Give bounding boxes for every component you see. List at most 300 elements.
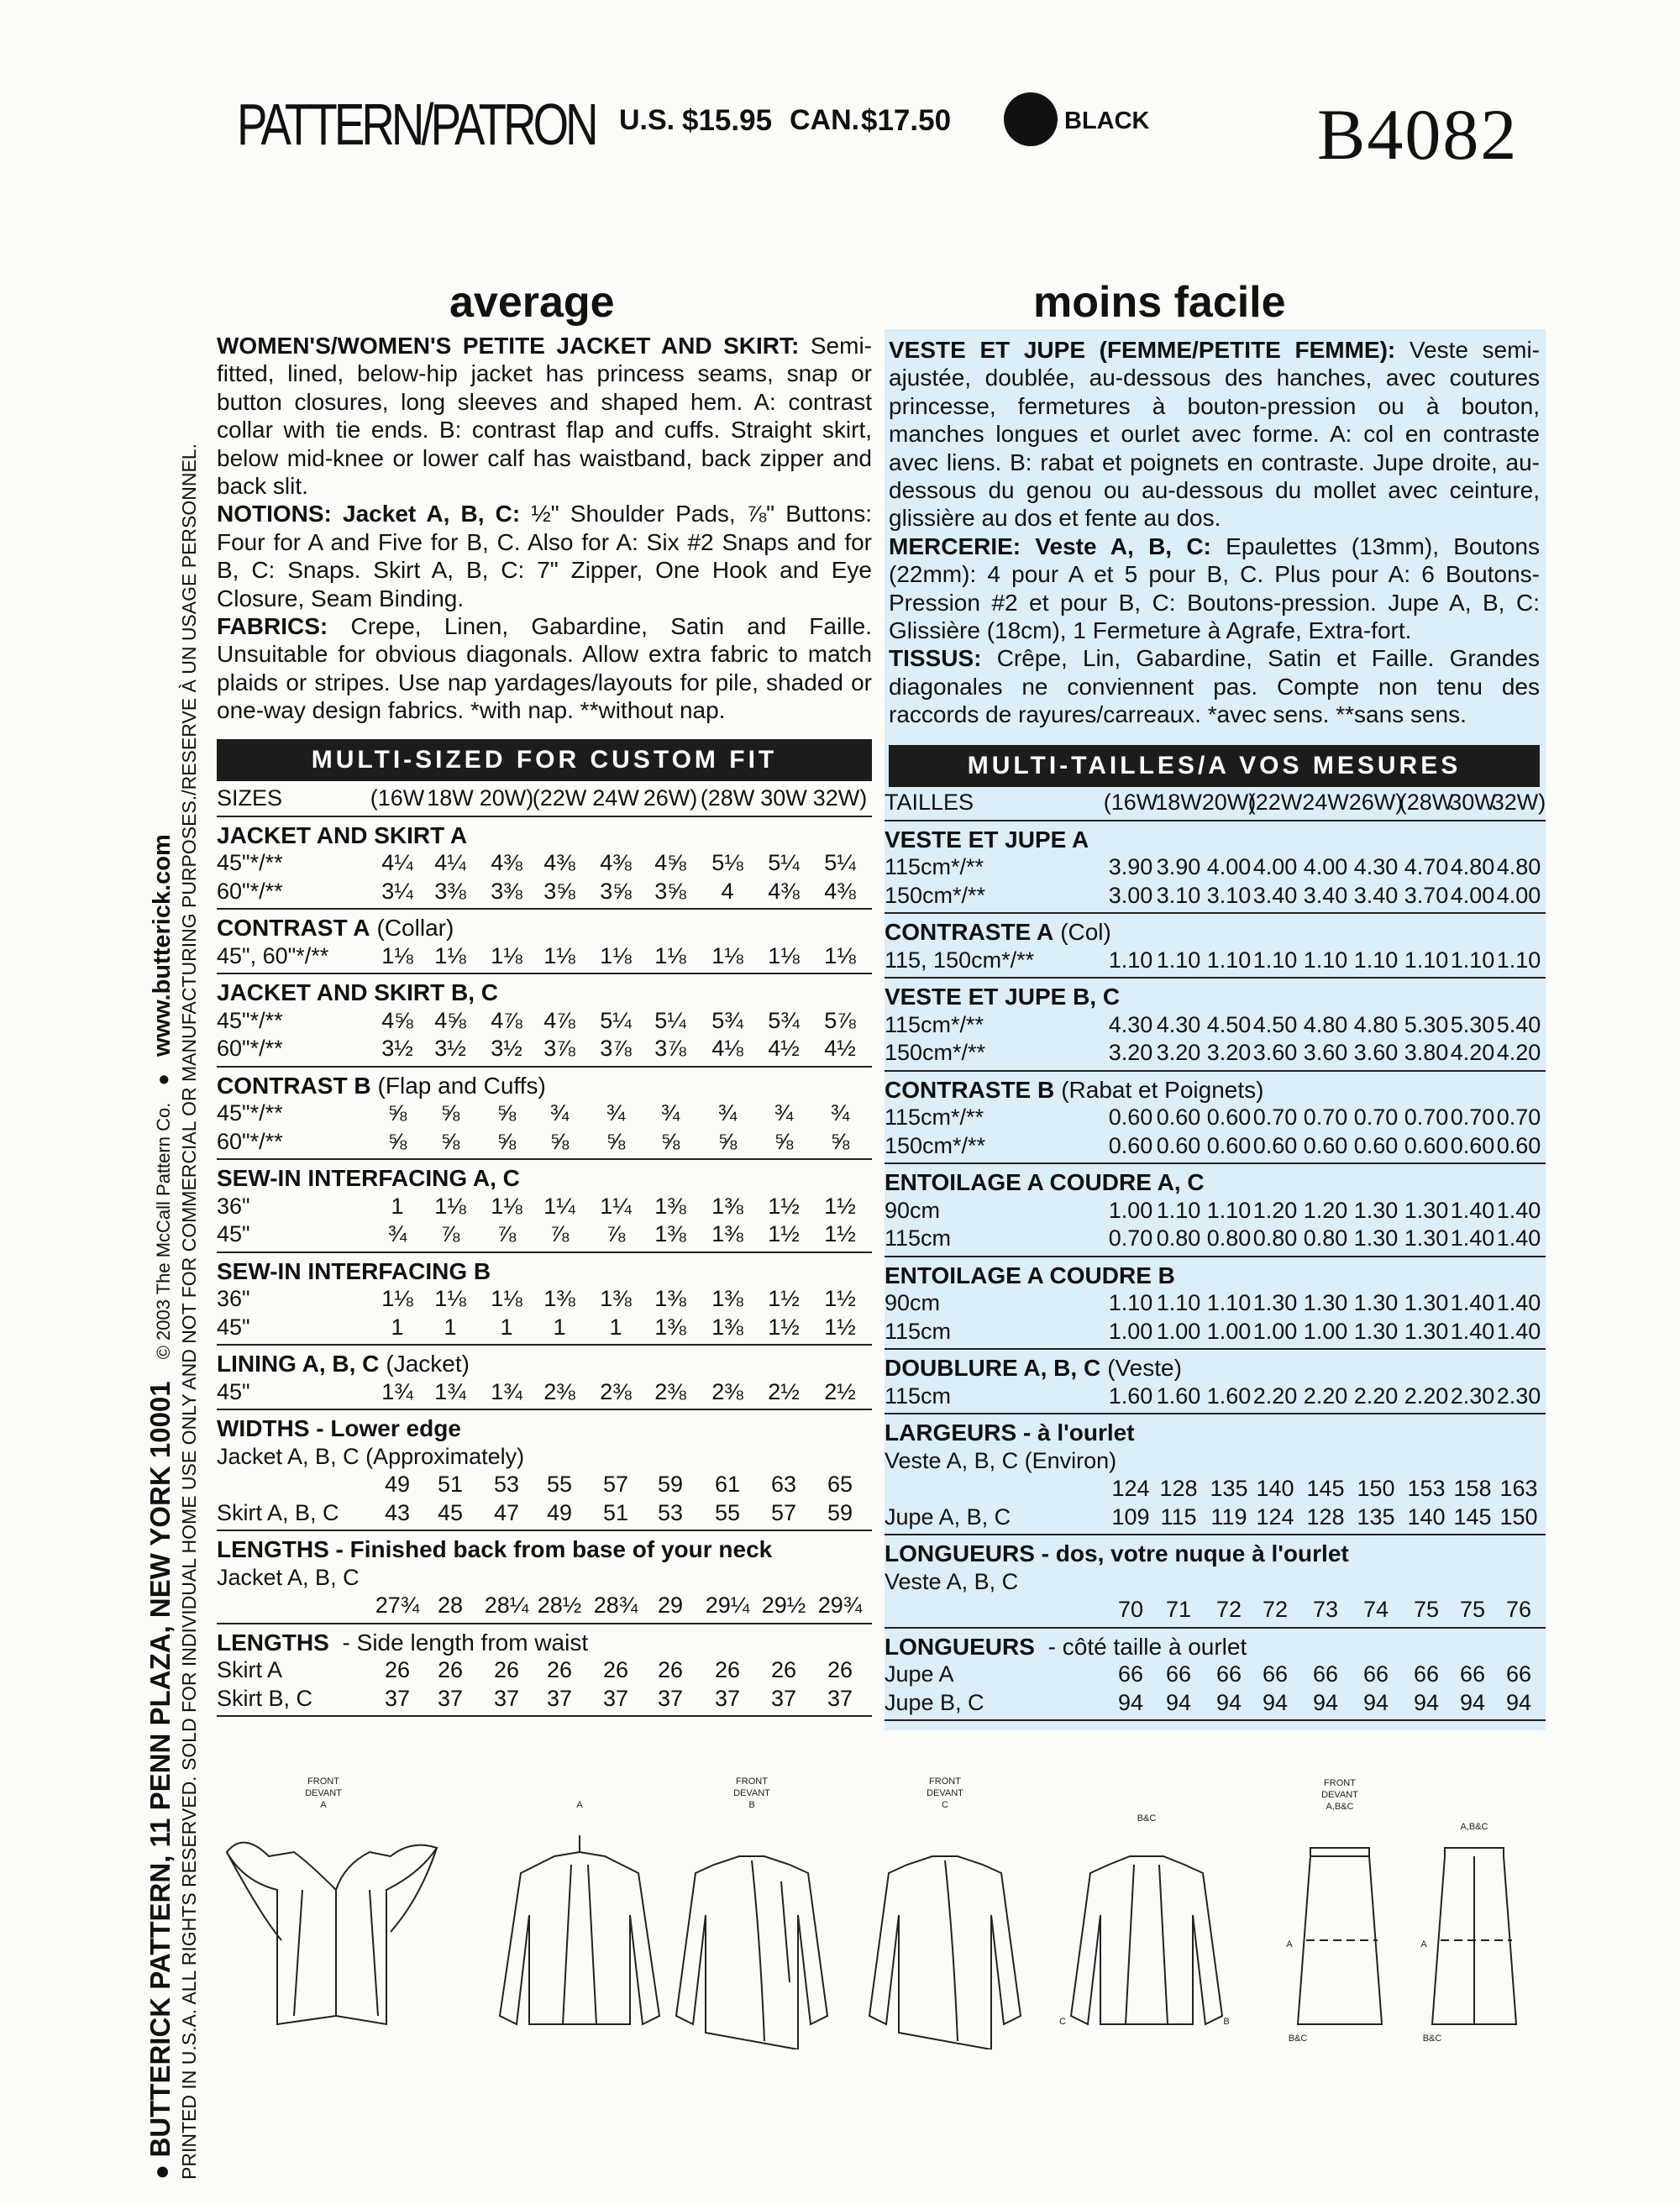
doublure-row	[885, 1383, 1546, 1412]
widths-first-row-value: 55	[546, 1472, 573, 1497]
entoilage_b-row	[885, 1319, 1546, 1347]
jacket_bc-row-value: 3½	[434, 1036, 466, 1061]
jacket_a-row-value: 3⅜	[491, 878, 522, 904]
largeurs-second-row-value: 135	[1357, 1503, 1395, 1530]
copyright: © 2003 The McCall Pattern Co.	[153, 1102, 174, 1360]
veste_a-row-value: 3.40	[1353, 882, 1399, 908]
widths-divider	[217, 1530, 872, 1531]
veste_bc-row-value: 4.50	[1252, 1011, 1298, 1037]
jacket_a-row	[217, 879, 872, 907]
longueurs_cote-row-value: 66	[1505, 1661, 1532, 1687]
lengths_back-first-row-value: 27¾	[375, 1593, 420, 1618]
illo-label-a: A	[320, 1800, 327, 1810]
contrast_a-row-value: 1⅛	[711, 942, 743, 968]
interfacing_b-row-value: 1½	[824, 1286, 856, 1311]
longueurs_dos-first-row-value: 74	[1362, 1597, 1389, 1622]
interfacing_b-title: SEW-IN INTERFACING B	[217, 1257, 491, 1284]
entoilage_b-row-value: 1.10	[1156, 1290, 1201, 1315]
contrast_a-row-value: 1⅛	[434, 942, 466, 968]
veste_bc-row-value: 3.80	[1404, 1040, 1449, 1065]
lengths_back-first-row-value: 29¼	[705, 1593, 750, 1618]
contrast_b-row-value: ¾	[774, 1100, 794, 1126]
illo-skirt-a-marker-back: A	[1420, 1939, 1427, 1949]
entoilage_b-row-value: 1.40	[1496, 1290, 1541, 1315]
company-address: BUTTERICK PATTERN, 11 PENN PLAZA, NEW YORK 10001	[144, 1381, 176, 2158]
jacket_bc-row-value: 4⅝	[434, 1007, 466, 1033]
contraste_a-row-value: 1.10	[1404, 947, 1449, 973]
largeurs-first-row	[885, 1476, 1546, 1504]
entoilage_ac-divider	[885, 1256, 1546, 1257]
largeurs-first-row-value: 153	[1407, 1476, 1446, 1501]
interfacing_b-divider	[217, 1344, 872, 1346]
veste_bc-row-value: 3.60	[1353, 1040, 1399, 1065]
entoilage_b-row-value: 1.00	[1252, 1318, 1298, 1344]
entoilage_ac-row-value: 1.40	[1496, 1197, 1541, 1223]
widths-second-row-value: 51	[602, 1499, 629, 1525]
lengths_side-row-value: 26	[384, 1657, 411, 1682]
longueurs_cote-row-value: 94	[1262, 1689, 1289, 1715]
sizes-row-value: 18W	[1155, 790, 1202, 815]
sizes-row-label: SIZES	[217, 785, 283, 811]
contrast_b-row	[217, 1100, 872, 1129]
entoilage_ac-row-value: 0.80	[1206, 1225, 1252, 1251]
contrast_b-row-value: ⅝	[440, 1100, 460, 1126]
contrast_a-row-value: 1⅛	[600, 942, 632, 968]
interfacing_b-row-value: 1½	[768, 1314, 800, 1340]
largeurs-first-row-value: 163	[1499, 1476, 1538, 1501]
doublure-row-value: 2.20	[1252, 1383, 1298, 1409]
largeurs-second-row-value: 140	[1407, 1503, 1446, 1530]
interfacing_b-row-value: 1	[500, 1314, 513, 1340]
widths-first-row-value: 49	[384, 1472, 411, 1497]
illo-skirt-bc-marker-back: B&C	[1422, 2033, 1442, 2044]
lengths_side-row-value: 37	[714, 1685, 741, 1711]
interfacing_ac-row-value: 1¼	[600, 1193, 632, 1219]
jacket_bc-row-value: 3⅞	[654, 1036, 686, 1061]
jacket_a-row-value: 3¼	[381, 878, 413, 904]
jacket_bc-row-value: 4⅞	[543, 1007, 575, 1033]
entoilage_b-title: ENTOILAGE A COUDRE B	[885, 1262, 1175, 1288]
sizes-row-value: 20W)	[479, 785, 534, 811]
contraste_a-row-value: 1.10	[1156, 947, 1201, 973]
contrast_a-row-value: 1⅛	[543, 942, 575, 968]
lengths_side-divider	[217, 1715, 872, 1717]
entoilage_b-divider	[885, 1348, 1546, 1350]
jacket_a-row-value: 4	[721, 878, 734, 904]
largeurs-second-row-value: 115	[1160, 1503, 1197, 1530]
interfacing_b-row-value: 1½	[824, 1314, 856, 1340]
entoilage_ac-row-value: 1.30	[1353, 1225, 1399, 1251]
contrast_a-row-value: 1⅛	[491, 942, 522, 968]
interfacing_ac-row-label: 45"	[217, 1221, 250, 1246]
sizes-row-value: (22W	[1247, 790, 1303, 815]
contraste_b-row-label: 115cm*/**	[885, 1105, 984, 1130]
sizes-row-value: (16W	[1103, 790, 1158, 815]
interfacing_ac-row-value: ⅞	[496, 1221, 517, 1246]
longueurs_cote-row-label: Jupe B, C	[885, 1689, 984, 1715]
widths-second-row-value: 43	[384, 1499, 411, 1525]
longueurs_cote-row	[885, 1690, 1546, 1719]
widths-second-row-value: 49	[546, 1499, 573, 1525]
widths-first-row-value: 65	[827, 1472, 853, 1497]
contrast_b-row-value: ⅝	[440, 1128, 460, 1154]
lengths_back-first-row	[217, 1593, 872, 1621]
lengths_side-row-value: 26	[437, 1657, 464, 1682]
veste_a-row-label: 115cm*/**	[885, 854, 984, 879]
interfacing_b-row	[217, 1286, 872, 1315]
lengths_side-row-value: 26	[546, 1657, 573, 1682]
french-description: VESTE ET JUPE (FEMME/PETITE FEMME): Veste semi-ajustée, doublée, au-dessous des hanches, avec coutures princesse, fermetures à bouton-pression ou à bouton, manches longues et ourlet avec forme. A: col en contraste avec liens. B: rabat et poignets en contraste. Jupe droite, au-dessous du genou ou au-dessous du mollet avec ceinture, glissière au dos et fente au dos. MERCERIE: Veste A, B, C: Epaulettes (13mm), Boutons (22mm): 4 pour A et 5 pour B, C. Plus pour A: 6 Boutons-Pression #2 et pour B, C: Boutons-pression. Jupe A, B, C: Glissière (18cm), 1 Fermeture à Agrafe, Extra-fort. TISSUS: Crêpe, Lin, Gabardine, Satin et Faille. Grandes diagonales ne conviennent pas. Compte non tenu des raccords de rayures/carreaux. *avec sens. **sans sens.	[889, 337, 1540, 728]
sizes-row-value: 30W	[1449, 790, 1496, 815]
illo-label-abc-front: A,B&C	[1326, 1802, 1354, 1812]
contrast_a-title: CONTRAST A (Collar)	[217, 915, 454, 941]
jacket_bc-row-value: 3½	[491, 1036, 522, 1061]
jacket_a-row-value: 3⅝	[543, 878, 575, 904]
lengths_side-row-value: 37	[657, 1685, 684, 1711]
illo-label-devant-c: DEVANT	[927, 1788, 963, 1798]
interfacing_b-row-value: 1⅜	[600, 1286, 632, 1311]
interfacing_b-row-value: 1⅛	[491, 1286, 522, 1311]
interfacing_b-row	[217, 1315, 872, 1343]
doublure-row-value: 1.60	[1156, 1383, 1201, 1409]
longueurs_dos-first-row-value: 75	[1413, 1597, 1440, 1622]
doublure-row-value: 2.20	[1303, 1383, 1348, 1409]
longueurs_dos-title: LONGUEURS - dos, votre nuque à l'ourlet	[885, 1540, 1349, 1566]
sizes-row-value: 26W)	[643, 785, 698, 811]
contrast_b-row-value: ⅝	[387, 1128, 407, 1154]
contrast_b-row-value: ¾	[549, 1100, 570, 1126]
entoilage_ac-row-value: 0.80	[1303, 1225, 1348, 1251]
entoilage_ac-row	[885, 1225, 1546, 1254]
lengths_side-row-value: 37	[493, 1685, 520, 1711]
interfacing_ac-title: SEW-IN INTERFACING A, C	[217, 1165, 520, 1191]
website-link[interactable]: www.butterick.com	[149, 834, 176, 1057]
jacket_a-row-value: 4⅜	[600, 850, 632, 875]
lengths_side-title: LENGTHS - Side length from waist	[217, 1629, 589, 1656]
jacket_a-row-label: 45"*/**	[217, 850, 283, 875]
lengths_back-first-row-value: 28½	[537, 1593, 582, 1618]
lengths_side-row-value: 37	[827, 1685, 853, 1711]
veste_bc-row	[885, 1012, 1546, 1041]
veste_a-row-value: 3.70	[1404, 882, 1449, 908]
entoilage_ac-row-value: 1.30	[1404, 1197, 1449, 1223]
doublure-row-label: 115cm	[885, 1383, 952, 1409]
veste_a-row-label: 150cm*/**	[885, 882, 986, 908]
jacket_a-row-value: 4⅜	[491, 850, 522, 875]
contraste_a-title: CONTRASTE A (Col)	[885, 919, 1111, 945]
entoilage_ac-row-value: 1.10	[1206, 1197, 1252, 1223]
lining-title: LINING A, B, C (Jacket)	[217, 1351, 470, 1377]
entoilage_ac-row	[885, 1198, 1546, 1226]
entoilage_ac-row-value: 0.70	[1108, 1225, 1153, 1251]
jacket_a-row-value: 4⅝	[654, 850, 686, 875]
contraste_b-row-value: 0.60	[1156, 1132, 1201, 1158]
us-price: $15.95	[682, 104, 773, 137]
contrast_b-title: CONTRAST B (Flap and Cuffs)	[217, 1072, 546, 1099]
interfacing_b-row-value: 1⅛	[381, 1286, 413, 1311]
contrast_a-row-value: 1⅛	[381, 942, 413, 968]
illo-label-devant-skirt: DEVANT	[1321, 1790, 1358, 1800]
entoilage_b-row-value: 1.40	[1450, 1318, 1495, 1344]
lengths_side-row-value: 37	[384, 1685, 411, 1711]
widths-second-row-value: 55	[714, 1499, 741, 1525]
sizes-row-value: 30W	[760, 785, 807, 811]
interfacing_ac-row-value: 1⅜	[711, 1221, 743, 1246]
jacket_a-row-value: 3⅝	[600, 878, 632, 904]
interfacing_b-row-value: 1½	[768, 1286, 800, 1311]
longueurs_dos-first-row	[885, 1597, 1546, 1625]
lining-row-value: 2⅜	[543, 1378, 575, 1404]
entoilage_b-row-value: 1.00	[1303, 1318, 1348, 1344]
veste_a-row-value: 4.00	[1450, 882, 1495, 908]
contrast_b-row-value: ⅝	[830, 1128, 850, 1154]
veste_a-row-value: 4.70	[1404, 854, 1449, 879]
jacket_a-row-value: 4⅜	[543, 850, 575, 875]
jacket_a-row-value: 3⅜	[434, 878, 466, 904]
jacket_a-row	[217, 850, 872, 879]
lining-row-value: 2⅜	[600, 1378, 632, 1404]
interfacing_ac-row-value: 1½	[768, 1193, 800, 1219]
jacket_a-title: JACKET AND SKIRT A	[217, 821, 468, 848]
contrast_b-row	[217, 1129, 872, 1157]
contraste_a-row-value: 1.10	[1108, 947, 1153, 973]
lengths_back-first-row-value: 28¼	[484, 1593, 529, 1618]
illo-label-bc: B&C	[1137, 1813, 1157, 1824]
lining-row-value: 2⅜	[711, 1378, 743, 1404]
doublure-row-value: 2.30	[1496, 1383, 1541, 1409]
illo-label-front-skirt: FRONT	[1324, 1778, 1356, 1788]
contrast_b-row-value: ⅝	[549, 1128, 570, 1154]
contraste_a-row-value: 1.10	[1252, 947, 1298, 973]
sizes-row	[885, 790, 1546, 818]
jacket-a-front-illustration	[227, 1843, 437, 2024]
entoilage_b-row-value: 1.30	[1404, 1290, 1449, 1315]
entoilage_ac-row-value: 0.80	[1252, 1225, 1298, 1251]
veste_bc-row-value: 4.30	[1156, 1011, 1201, 1037]
can-price: $17.50	[861, 104, 952, 137]
contraste_b-row-value: 0.60	[1156, 1105, 1201, 1130]
jacket_bc-row-value: 4⅝	[381, 1007, 413, 1033]
veste_bc-row-value: 4.30	[1108, 1011, 1153, 1037]
contraste_a-row-value: 1.10	[1353, 947, 1399, 973]
jacket-a-back-illustration	[500, 1835, 659, 2024]
sizes-row	[217, 785, 872, 814]
veste_a-row-value: 3.10	[1156, 882, 1201, 908]
contraste_b-row-value: 0.60	[1450, 1132, 1495, 1158]
jacket_a-row-value: 5⅛	[711, 850, 743, 875]
longueurs_cote-row-value: 94	[1165, 1689, 1192, 1715]
largeurs-divider	[885, 1534, 1546, 1535]
french-band: MULTI-TAILLES/A VOS MESURES	[889, 745, 1540, 787]
doublure-row-value: 1.60	[1206, 1383, 1252, 1409]
sizes-row-value: (16W	[370, 785, 425, 811]
contrast_b-row-value: ⅝	[717, 1128, 738, 1154]
contraste_b-row-value: 0.70	[1303, 1105, 1348, 1130]
veste_bc-row-value: 4.80	[1353, 1011, 1399, 1037]
jacket-b-front-illustration	[676, 1856, 827, 2049]
contraste_b-row-value: 0.60	[1496, 1132, 1541, 1158]
jacket-bc-back-illustration	[1071, 1856, 1222, 2024]
interfacing_b-row-value: 1⅜	[543, 1286, 575, 1311]
interfacing_b-row-value: 1	[391, 1314, 404, 1340]
interfacing_ac-row-value: ¾	[387, 1221, 407, 1246]
largeurs-second-row-value: 119	[1210, 1503, 1247, 1530]
lining-row-value: 1¾	[381, 1378, 413, 1404]
illo-label-a-back: A	[576, 1800, 583, 1810]
contrast_b-row-value: ⅝	[774, 1128, 794, 1154]
contrast_a-row-value: 1⅛	[768, 942, 800, 968]
interfacing_ac-row-value: ⅞	[606, 1221, 626, 1246]
contrast_b-row-value: ¾	[606, 1100, 626, 1126]
entoilage_ac-row-label: 90cm	[885, 1197, 941, 1223]
rights-notice: PRINTED IN U.S.A. ALL RIGHTS RESERVED. SOLD FOR INDIVIDUAL HOME USE ONLY AND NOT FOR COMMERCIAL OR MANUFACTURING PURPOSES./RESERVE À UN USAGE PERSONNEL.	[178, 443, 200, 2180]
interfacing_ac-row-label: 36"	[217, 1193, 250, 1219]
interfacing_ac-row	[217, 1194, 872, 1222]
interfacing_ac-row-value: 1⅛	[491, 1193, 522, 1219]
widths-first-row-value: 61	[714, 1472, 741, 1497]
interfacing_b-row-value: 1⅜	[711, 1314, 743, 1340]
jacket_bc-row-value: 4⅞	[491, 1007, 522, 1033]
english-band: MULTI-SIZED FOR CUSTOM FIT	[217, 739, 872, 781]
veste_bc-row-value: 5.30	[1450, 1011, 1495, 1037]
longueurs_cote-row-value: 66	[1215, 1661, 1242, 1687]
doublure-title: DOUBLURE A, B, C (Veste)	[885, 1355, 1182, 1381]
jacket_bc-divider	[217, 1066, 872, 1068]
sizes-row-value: 26W)	[1348, 790, 1404, 815]
jacket_a-row-value: 5¼	[768, 850, 800, 875]
veste_a-row-value: 3.90	[1108, 854, 1153, 879]
widths-second-row-value: 59	[827, 1499, 853, 1525]
jacket_a-row-value: 4¼	[434, 850, 466, 875]
contrast_b-row-value: ⅝	[660, 1128, 680, 1154]
largeurs-second-row-value: 124	[1256, 1503, 1294, 1530]
entoilage_ac-row-value: 1.20	[1252, 1197, 1298, 1223]
interfacing_b-row-label: 36"	[217, 1286, 250, 1311]
entoilage_ac-row-value: 1.10	[1156, 1197, 1201, 1223]
illo-label-devant: DEVANT	[305, 1788, 342, 1798]
interfacing_ac-row-value: 1⅜	[654, 1221, 686, 1246]
longueurs_cote-row-value: 66	[1117, 1661, 1144, 1687]
jacket_bc-row-value: 3⅞	[600, 1036, 632, 1061]
jacket_a-row-label: 60"*/**	[217, 878, 283, 904]
contrast_a-row-value: 1⅛	[654, 942, 686, 968]
illo-skirt-a-marker: A	[1286, 1939, 1293, 1949]
jacket_bc-title: JACKET AND SKIRT B, C	[217, 979, 498, 1005]
contrast_b-row-value: ⅝	[387, 1100, 407, 1126]
lengths_side-row-value: 26	[493, 1657, 520, 1682]
widths-second-row-value: 45	[437, 1499, 464, 1525]
jacket_a-row-value: 5¼	[824, 850, 856, 875]
color-label: BLACK	[1064, 108, 1150, 134]
contraste_b-row-value: 0.60	[1252, 1132, 1298, 1158]
contrast_b-divider	[217, 1158, 872, 1160]
longueurs_cote-row-value: 66	[1362, 1661, 1389, 1687]
interfacing_ac-row-value: 1⅜	[654, 1193, 686, 1219]
contraste_b-row-value: 0.60	[1353, 1132, 1399, 1158]
contrast_b-row-value: ¾	[830, 1100, 850, 1126]
veste_bc-row-value: 3.20	[1206, 1040, 1252, 1065]
widths-second-row	[217, 1500, 872, 1529]
interfacing_ac-row-value: 1½	[768, 1221, 800, 1246]
sizes-row-value: 32W)	[1491, 790, 1546, 815]
sizes-row-value: 24W	[592, 785, 639, 811]
skirt-front-illustration	[1298, 1848, 1382, 2024]
difficulty-french: moins facile	[1033, 278, 1286, 327]
lengths_side-row-value: 26	[602, 1657, 629, 1682]
contraste_b-row-value: 0.70	[1353, 1105, 1399, 1130]
longueurs_cote-row-value: 66	[1262, 1661, 1289, 1687]
sizes-underline	[885, 820, 1546, 821]
largeurs-second-row-value: 150	[1499, 1503, 1538, 1530]
sizes-row-value: 20W)	[1201, 790, 1257, 815]
entoilage_ac-row-value: 1.00	[1108, 1197, 1153, 1223]
largeurs-title: LARGEURS - à l'ourlet	[885, 1419, 1135, 1446]
entoilage_b-row-value: 1.10	[1206, 1290, 1252, 1315]
veste_bc-row-label: 115cm*/**	[885, 1011, 984, 1037]
longueurs_cote-row-value: 94	[1505, 1689, 1532, 1715]
lengths_side-row-value: 26	[827, 1657, 853, 1682]
interfacing_ac-row-value: 1	[391, 1193, 404, 1219]
contraste_a-row-label: 115, 150cm*/**	[885, 947, 1035, 973]
jacket_bc-row-value: 5¼	[600, 1007, 632, 1033]
lining-divider	[217, 1409, 872, 1410]
veste_bc-row-value: 4.20	[1450, 1040, 1495, 1065]
longueurs_cote-row-value: 66	[1312, 1661, 1339, 1687]
jacket_a-row-value: 4⅜	[768, 878, 800, 904]
largeurs-second-row-value: 128	[1306, 1503, 1345, 1530]
illo-skirt-bc-marker: B&C	[1288, 2033, 1308, 2044]
veste_a-row-value: 4.00	[1252, 854, 1298, 879]
veste_a-row-value: 3.00	[1108, 882, 1153, 908]
largeurs-second-row-value: 109	[1111, 1503, 1150, 1530]
longueurs_dos-first-label: Veste A, B, C	[885, 1568, 1019, 1594]
jacket_a-row-value: 4⅜	[824, 878, 856, 904]
entoilage_ac-title: ENTOILAGE A COUDRE A, C	[885, 1169, 1205, 1195]
contrast_a-divider	[217, 973, 872, 974]
veste_a-row-value: 4.00	[1303, 854, 1348, 879]
contraste_a-row	[885, 947, 1546, 976]
contraste_b-row-value: 0.60	[1206, 1105, 1252, 1130]
largeurs-first-label: Veste A, B, C (Environ)	[885, 1447, 1117, 1473]
entoilage_b-row-value: 1.30	[1303, 1290, 1348, 1315]
longueurs_cote-title: LONGUEURS - côté taille à ourlet	[885, 1633, 1247, 1660]
lengths_side-row-value: 37	[602, 1685, 629, 1711]
veste_bc-row-value: 3.20	[1156, 1040, 1201, 1065]
contraste_a-row-value: 1.10	[1450, 947, 1495, 973]
interfacing_b-row-value: 1⅜	[654, 1286, 686, 1311]
longueurs_dos-first-row-value: 71	[1165, 1597, 1192, 1622]
longueurs_cote-row-value: 94	[1117, 1689, 1144, 1715]
largeurs-first-row-value: 140	[1256, 1476, 1294, 1501]
english-yardage-table	[217, 785, 872, 1743]
widths-second-row-label: Skirt A, B, C	[217, 1499, 339, 1525]
largeurs-first-row-value: 150	[1357, 1476, 1395, 1501]
jacket_bc-row-value: 5¾	[711, 1007, 743, 1033]
longueurs_dos-first-row-value: 75	[1459, 1597, 1486, 1622]
jacket_bc-row	[217, 1008, 872, 1036]
contraste_b-row-value: 0.60	[1108, 1105, 1153, 1130]
veste_bc-row-value: 4.20	[1496, 1040, 1541, 1065]
jacket_bc-row	[217, 1036, 872, 1064]
entoilage_ac-row-value: 1.40	[1496, 1225, 1541, 1251]
contraste_b-row-label: 150cm*/**	[885, 1132, 986, 1158]
lining-row-label: 45"	[217, 1378, 250, 1404]
sizes-row-label: TAILLES	[885, 790, 974, 815]
lengths_side-row-value: 37	[437, 1685, 464, 1711]
can-label: CAN.	[790, 104, 860, 136]
entoilage_ac-row-value: 1.20	[1303, 1197, 1348, 1223]
contraste_b-divider	[885, 1162, 1546, 1164]
